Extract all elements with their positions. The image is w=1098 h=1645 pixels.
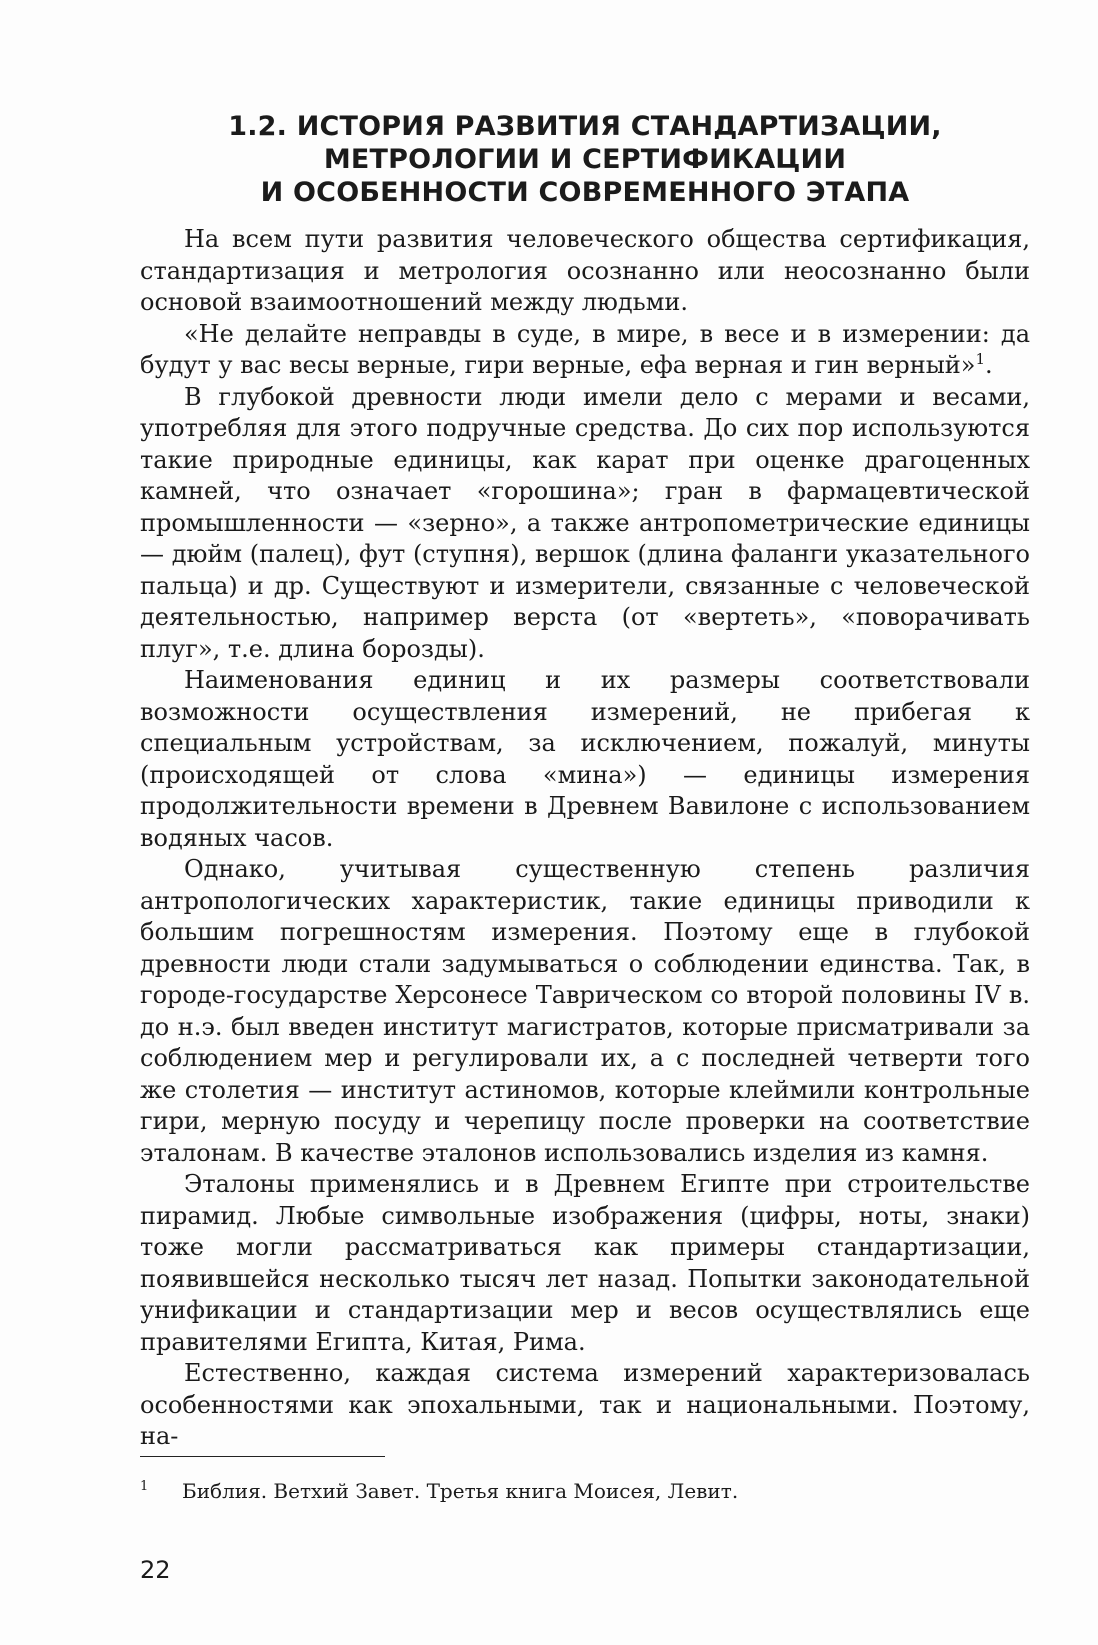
heading-line-1: 1.2. ИСТОРИЯ РАЗВИТИЯ СТАНДАРТИЗАЦИИ, <box>228 111 942 142</box>
paragraph-3: В глубокой древности люди имели дело с мерами и весами, употребляя для этого подручные средства. До сих пор используются такие природные единицы, как карат при оценке драгоценных камней, что означает «горошина»; гран в фармацевтической промышленности — «зерно», а также антропометрические единицы — дюйм (палец), фут (ступня), вершок (длина фаланги указательного пальца) и др. Существуют и измерители, связанные с человеческой деятельностью, например верста (от «вертеть», «поворачивать плуг», т.е. длина борозды). <box>140 382 1030 663</box>
footnote: 1 Библия. Ветхий Завет. Третья книга Моисея, Левит. <box>140 1479 739 1503</box>
paragraph-6: Эталоны применялись и в Древнем Египте при строительстве пирамид. Любые символьные изображения (цифры, ноты, знаки) тоже могли рассматриваться как примеры стандартизации, появившейся несколько тысяч лет назад. Попытки законодательной унификации и стандартизации мер и весов осуществлялись еще правителями Египта, Китая, Рима. <box>140 1170 1030 1356</box>
footnote-divider <box>140 1456 385 1457</box>
page-number: 22 <box>140 1556 171 1584</box>
footnote-reference: 1 <box>975 350 986 368</box>
paragraph-2-quote <box>140 319 1030 382</box>
quote-end: . <box>985 351 993 379</box>
quote-text: «Не делайте неправды в суде, в мире, в весе и в измерении: да будут у вас весы верные, гири верные, ефа верная и гин верный» <box>140 319 1030 379</box>
paragraph-7: Естественно, каждая система измерений характеризовалась особенностями как эпохальными, так и национальными. Поэтому, на- <box>140 1359 1030 1450</box>
footnote-text: Библия. Ветхий Завет. Третья книга Моисея, Левит. <box>182 1479 739 1503</box>
paragraph-5: Однако, учитывая существенную степень различия антропологических характеристик, такие единицы приводили к большим погрешностям измерения. Поэтому еще в глубокой древности люди стали задумываться о соблюдении единства. Так, в городе-государстве Херсонесе Таврическом со второй половины IV в. до н.э. был введен институт магистратов, которые присматривали за соблюдением мер и регулировали их, а с последней четверти того же столетия — институт астиномов, которые клеймили контрольные гири, мерную посуду и черепицу после проверки на соответствие эталонам. В качестве эталонов использовались изделия из камня. <box>140 855 1030 1167</box>
paragraph-4: Наименования единиц и их размеры соответствовали возможности осуществления измерений, не прибегая к специальным устройствам, за исключением, пожалуй, минуты (происходящей от слова «мина») — единицы измерения продолжительности времени в Древнем Вавилоне с использованием водяных часов. <box>140 666 1030 852</box>
paragraph-1: На всем пути развития человеческого общества сертификация, стандартизация и метрология осознанно или неосознанно были основой взаимоотношений между людьми. <box>140 225 1030 316</box>
body-text <box>140 224 1030 1453</box>
section-heading <box>140 110 1030 209</box>
heading-line-3: И ОСОБЕННОСТИ СОВРЕМЕННОГО ЭТАПА <box>260 177 910 208</box>
heading-line-2: МЕТРОЛОГИИ И СЕРТИФИКАЦИИ <box>323 144 847 175</box>
